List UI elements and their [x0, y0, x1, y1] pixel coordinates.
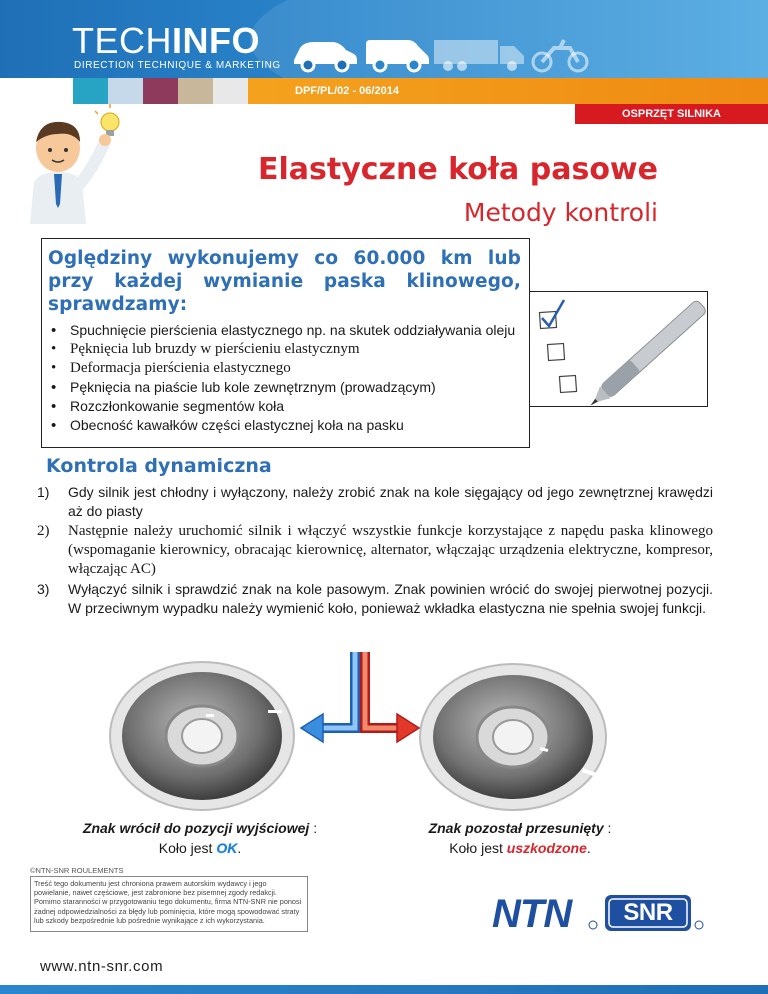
status-ok: OK [216, 840, 238, 856]
swatch-5 [213, 78, 248, 104]
van-icon [362, 34, 432, 74]
step-number: 1) [37, 484, 50, 500]
brand-logo: TECHINFO [72, 20, 260, 61]
inspection-item: • Rozczłonkowanie segmentów koła [48, 397, 521, 416]
caption-damaged-period: . [586, 840, 591, 856]
step-text: Następnie należy uruchomić silnik i włączyć wszystkie funkcje korzystające z napędu paska klinowego (wspomaganie kierownicy, obracając kierownicę, alternator, włączając urządzenia elektryczne, kompresor, włączając AC) [68, 523, 713, 577]
motorcycle-icon [530, 34, 590, 74]
pulley-damaged-image [418, 662, 608, 812]
caption-ok-sep: : [313, 820, 318, 836]
inspection-item: • Obecność kawałków części elastycznej koła na pasku [48, 416, 521, 435]
checklist-pen-icon [530, 292, 708, 407]
car-icon [290, 34, 360, 74]
registered-mark-icon [588, 920, 598, 930]
snr-logo [604, 894, 692, 932]
footer-bar [0, 985, 768, 994]
step-number: 2) [37, 523, 50, 539]
dynamic-steps [37, 483, 713, 619]
swatch-1 [73, 78, 108, 104]
inspection-heading: Oględziny wykonujemy co 60.000 km lub przy każdej wymianie paska klinowego, sprawdzamy: [48, 248, 521, 315]
snr-logo-text: SNR [623, 899, 673, 926]
copyright: ©NTN-SNR ROULEMENTS [30, 866, 124, 875]
caption-ok-prefix: Koło jest [158, 840, 213, 856]
inspection-list [48, 321, 521, 435]
step-item [37, 522, 713, 579]
caption-damaged-text: Znak pozostał przesunięty [428, 820, 604, 836]
page-title: Elastyczne koła pasowe [258, 152, 658, 187]
color-swatches [73, 78, 248, 104]
inspection-item: • Pęknięcia lub bruzdy w pierścieniu elastycznym [48, 340, 521, 359]
direction-arrows-icon [295, 650, 425, 760]
pulley-ok-image [108, 660, 296, 812]
step-number: 3) [37, 581, 50, 597]
step-text: Wyłączyć silnik i sprawdzić znak na kole pasowym. Znak powinien wrócić do swojej pierwotnej pozycji. W przeciwnym wypadku należy wymienić koło, ponieważ wkładka elastyczna nie spełnia swojej funkcji. [68, 581, 713, 616]
brand-subtitle: DIRECTION TECHNIQUE & MARKETING [74, 60, 281, 71]
swatch-2 [108, 78, 143, 104]
truck-icon [432, 34, 527, 74]
caption-ok-period: . [237, 840, 242, 856]
mascot-illustration [10, 104, 120, 224]
registered-mark-icon [694, 920, 704, 930]
document-reference: DPF/PL/02 - 06/2014 [295, 85, 399, 97]
checklist-illustration [530, 291, 708, 407]
step-item [37, 580, 713, 618]
caption-damaged [395, 818, 645, 858]
inspection-item: • Spuchnięcie pierścienia elastycznego np. na skutek oddziaływania oleju [48, 321, 521, 340]
inspection-item: • Pęknięcia na piaście lub kole zewnętrznym (prowadzącym) [48, 378, 521, 397]
ntn-logo: NTN [492, 892, 572, 936]
caption-ok [55, 818, 345, 858]
disclaimer-box: Treść tego dokumentu jest chroniona prawem autorskim wydawcy i jego powielanie, nawet częściowe, jest zabronione bez pisemnej zgody redakcji. Pomimo staranności w przygotowaniu tego dokumentu, firma NTN-SNR nie ponosi żadnej odpowiedzialności za błędy lub pominięcia, które mogą spowodować straty lub szkody bezpośrednie lub pośrednie wynikające z ich wykorzystania. [30, 876, 308, 932]
inspection-item: • Deformacja pierścienia elastycznego [48, 359, 521, 378]
step-text: Gdy silnik jest chłodny i wyłączony, należy zrobić znak na kole sięgający od jego zewnętrznej krawędzi aż do piasty [68, 484, 713, 519]
swatch-3 [143, 78, 178, 104]
swatch-4 [178, 78, 213, 104]
status-damaged: uszkodzone [506, 840, 587, 856]
inspection-box [41, 238, 530, 448]
page-subtitle: Metody kontroli [463, 198, 658, 227]
website-link[interactable]: www.ntn-snr.com [40, 958, 164, 975]
category-tab: OSPRZĘT SILNIKA [575, 104, 768, 124]
caption-damaged-prefix: Koło jest [449, 840, 503, 856]
dynamic-heading: Kontrola dynamiczna [46, 455, 272, 477]
step-item [37, 483, 713, 521]
caption-ok-text: Znak wrócił do pozycji wyjściowej [82, 820, 310, 836]
caption-damaged-sep: : [607, 820, 612, 836]
